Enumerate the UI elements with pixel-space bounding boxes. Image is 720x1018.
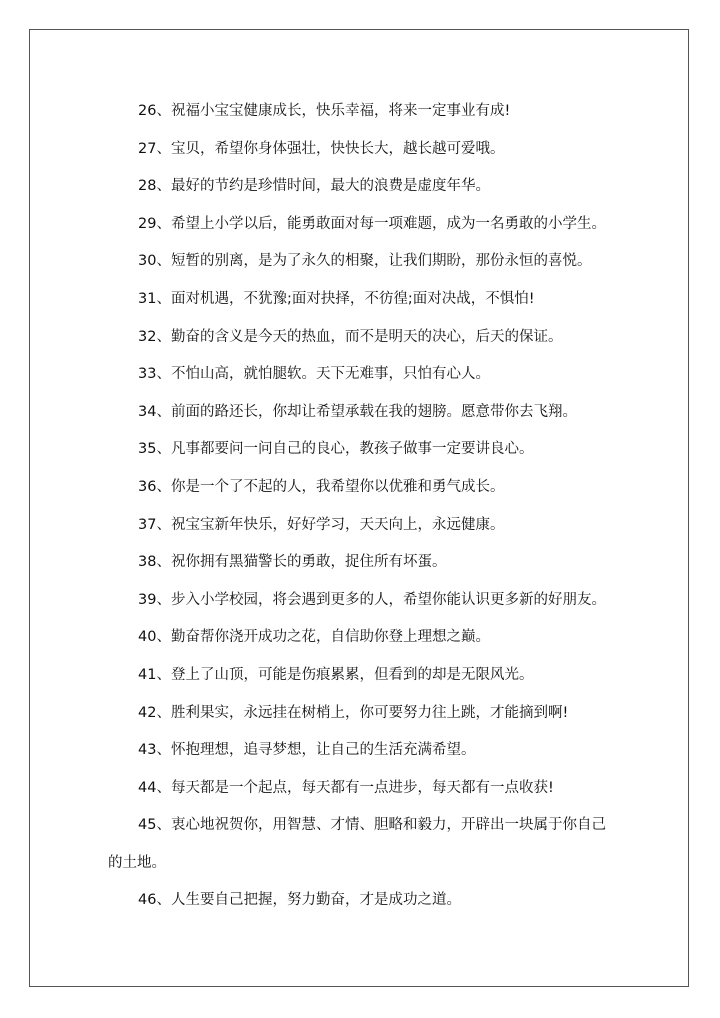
item-number: 28 — [138, 178, 157, 195]
item-text: 勤奋的含义是今天的热血，而不是明天的决心，后天的保证。 — [170, 328, 563, 345]
item-separator: 、 — [156, 478, 171, 495]
item-separator: 、 — [156, 704, 171, 721]
item-text: 希望上小学以后，能勇敢面对每一项难题，成为一名勇敢的小学生。 — [170, 215, 606, 232]
item-separator: 、 — [156, 103, 171, 119]
list-item — [108, 281, 620, 319]
list-item — [108, 431, 620, 469]
item-text: 胜利果实，永远挂在树梢上，你可要努力往上跳，才能摘到啊! — [170, 704, 569, 721]
list-item — [108, 469, 620, 507]
list-item — [108, 619, 620, 657]
item-number: 34 — [138, 403, 157, 420]
item-number: 44 — [138, 779, 157, 796]
item-separator: 、 — [156, 140, 171, 157]
item-text: 短暂的别离，是为了永久的相聚，让我们期盼，那份永恒的喜悦。 — [170, 253, 592, 270]
item-text: 面对机遇，不犹豫;面对抉择，不彷徨;面对决战，不惧怕! — [170, 290, 535, 307]
item-text: 凡事都要问一问自己的良心，教孩子做事一定要讲良心。 — [170, 441, 534, 458]
item-text: 最好的节约是珍惜时间，最大的浪费是虚度年华。 — [170, 178, 490, 195]
list-item — [108, 732, 620, 770]
wishes-list — [108, 93, 620, 920]
item-number: 37 — [138, 516, 157, 533]
item-number: 36 — [138, 478, 157, 495]
item-separator: 、 — [156, 215, 171, 232]
list-item — [108, 93, 620, 131]
item-separator: 、 — [156, 516, 171, 533]
item-text: 每天都是一个起点，每天都有一点进步，每天都有一点收获! — [170, 779, 554, 796]
list-item — [108, 131, 620, 169]
item-number: 41 — [138, 666, 157, 683]
item-text: 宝贝，希望你身体强壮，快快长大，越长越可爱哦。 — [170, 140, 505, 157]
item-number: 40 — [138, 629, 157, 646]
item-separator: 、 — [156, 892, 171, 909]
item-separator: 、 — [156, 441, 171, 458]
item-separator: 、 — [156, 366, 171, 383]
item-separator: 、 — [156, 629, 171, 646]
item-text: 前面的路还长，你却让希望承载在我的翅膀。愿意带你去飞翔。 — [170, 403, 577, 420]
item-number: 29 — [138, 215, 157, 232]
item-separator: 、 — [156, 178, 171, 195]
list-item — [108, 582, 620, 620]
item-separator: 、 — [156, 666, 171, 683]
item-number: 32 — [138, 328, 157, 345]
list-item — [108, 319, 620, 357]
list-item — [108, 695, 620, 733]
item-text: 登上了山顶，可能是伤痕累累，但看到的却是无限风光。 — [170, 666, 534, 683]
item-number: 43 — [138, 742, 157, 759]
item-separator: 、 — [156, 328, 171, 345]
list-item — [108, 770, 620, 808]
item-text: 不怕山高，就怕腿软。天下无难事，只怕有心人。 — [170, 366, 490, 383]
list-item — [108, 507, 620, 545]
item-number: 35 — [138, 441, 157, 458]
item-text: 祝宝宝新年快乐，好好学习，天天向上，永远健康。 — [170, 516, 505, 533]
item-separator: 、 — [156, 779, 171, 796]
item-number: 33 — [138, 366, 157, 383]
item-number: 38 — [138, 554, 157, 571]
list-item — [108, 544, 620, 582]
item-number: 26 — [138, 103, 157, 119]
item-number: 30 — [138, 253, 157, 270]
item-separator: 、 — [156, 554, 171, 571]
item-text: 祝福小宝宝健康成长，快乐幸福，将来一定事业有成! — [170, 103, 511, 119]
item-text: 怀抱理想，追寻梦想，让自己的生活充满希望。 — [170, 742, 476, 759]
item-text: 人生要自己把握，努力勤奋，才是成功之道。 — [170, 892, 461, 909]
item-separator: 、 — [156, 591, 171, 608]
list-item — [108, 243, 620, 281]
item-text: 步入小学校园，将会遇到更多的人，希望你能认识更多新的好朋友。 — [170, 591, 606, 608]
list-item — [108, 394, 620, 432]
item-text: 勤奋帮你浇开成功之花，自信助你登上理想之巅。 — [170, 629, 490, 646]
list-item — [108, 356, 620, 394]
item-text: 你是一个了不起的人，我希望你以优雅和勇气成长。 — [170, 478, 505, 495]
item-separator: 、 — [156, 742, 171, 759]
list-item — [108, 657, 620, 695]
item-number: 46 — [138, 892, 157, 909]
list-item — [108, 807, 620, 882]
list-item — [108, 168, 620, 206]
item-separator: 、 — [156, 817, 171, 834]
list-item — [108, 882, 620, 920]
item-number: 39 — [138, 591, 157, 608]
item-text: 衷心地祝贺你，用智慧、才情、胆略和毅力，开辟出一块属于你自己的土地。 — [108, 817, 606, 871]
item-number: 42 — [138, 704, 157, 721]
item-separator: 、 — [156, 253, 171, 270]
item-number: 31 — [138, 290, 157, 307]
item-separator: 、 — [156, 403, 171, 420]
list-item — [108, 206, 620, 244]
item-separator: 、 — [156, 290, 171, 307]
item-text: 祝你拥有黑猫警长的勇敢，捉住所有坏蛋。 — [170, 554, 447, 571]
item-number: 45 — [138, 817, 157, 834]
item-number: 27 — [138, 140, 157, 157]
